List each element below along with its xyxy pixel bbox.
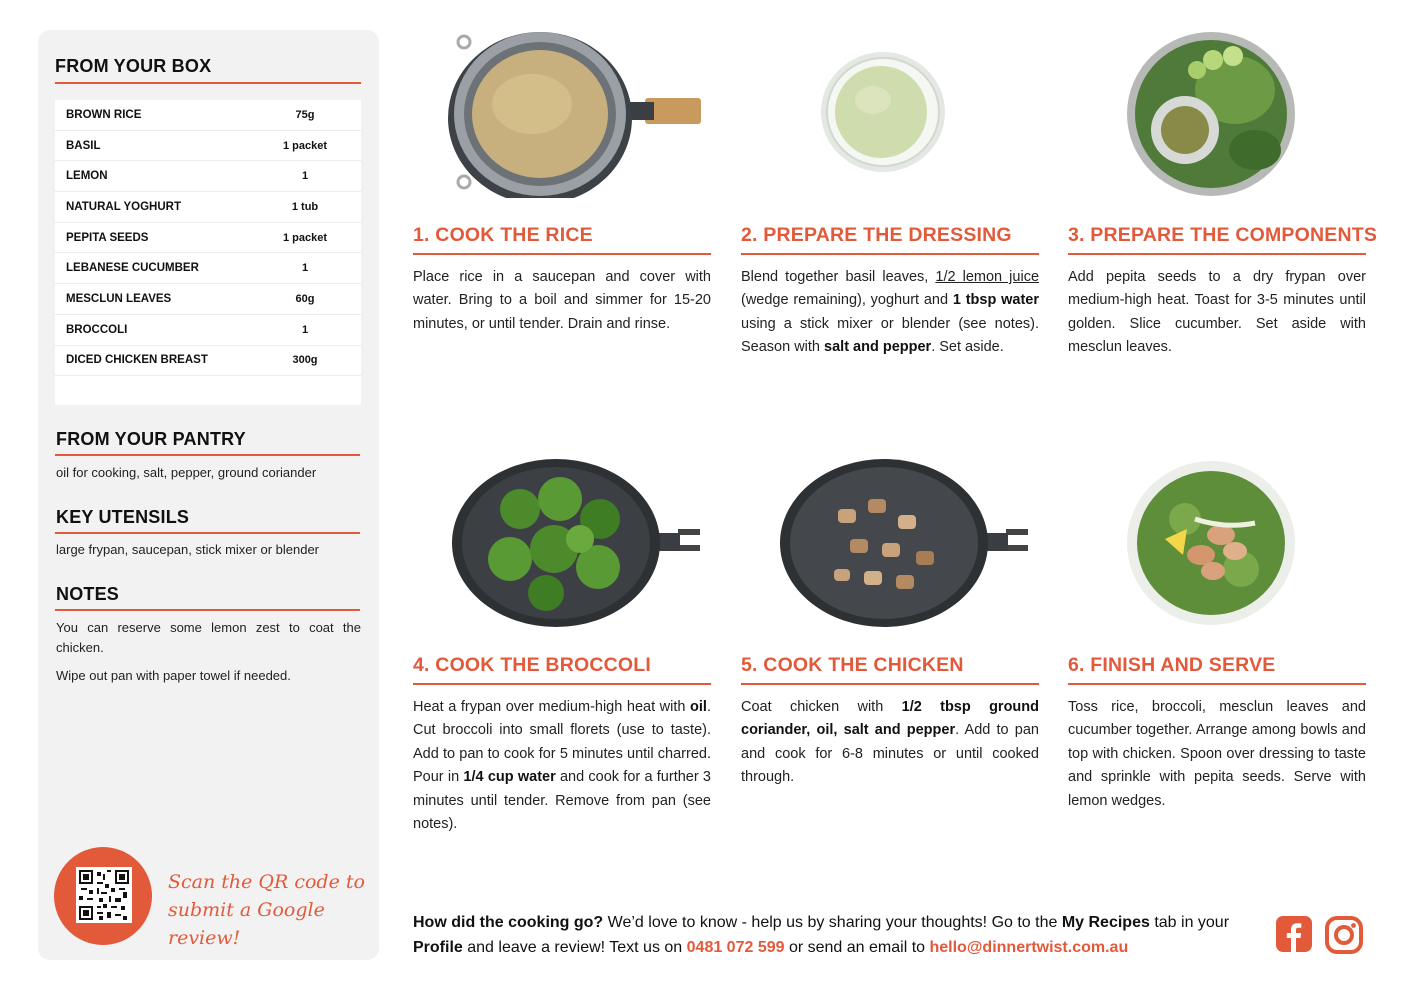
from-your-pantry-title: FROM YOUR PANTRY [56, 429, 246, 449]
ingredient-quantity: 1 packet [282, 139, 328, 152]
ingredient-name: NATURAL YOGHURT [66, 200, 181, 213]
section-divider [55, 532, 360, 534]
instruction-text: . Cut broccoli into small florets (use to taste). Add to pan to cook for 5 minutes until charred. Pour in [413, 699, 711, 786]
step-title: 1. COOK THE RICE [413, 224, 593, 246]
step-divider [1068, 683, 1366, 685]
note-1: You can reserve some lemon zest to coat the chicken. [56, 620, 361, 655]
footer-text-segment: Profile [413, 939, 463, 956]
bold-ingredient: salt and pepper [824, 339, 932, 356]
ingredient-quantity: 60g [295, 292, 315, 305]
instruction-text: Place rice in a saucepan and cover with water. Bring to a boil and simmer for 15-20 minutes, or until tender. Drain and rinse. [413, 269, 711, 332]
footer-text-segment: or send an email to [784, 939, 930, 956]
from-your-box-title: FROM YOUR BOX [55, 56, 212, 76]
step-instructions [1068, 266, 1366, 360]
step-title: 2. PREPARE THE DRESSING [741, 224, 1012, 246]
ingredient-quantity: 1 [301, 170, 309, 183]
ingredient-name: LEBANESE CUCUMBER [66, 262, 199, 275]
step-divider [1068, 253, 1366, 255]
ingredient-quantity: 1 tub [291, 200, 319, 213]
underlined-text: 1/2 lemon juice [935, 269, 1040, 285]
footer-text-segment: tab in your [1149, 914, 1230, 931]
instruction-text: (wedge remaining), yoghurt and [741, 292, 953, 309]
step-divider [741, 683, 1039, 685]
step-title: 3. PREPARE THE COMPONENTS [1068, 224, 1378, 246]
step-title: 5. COOK THE CHICKEN [741, 654, 964, 676]
step-title: 4. COOK THE BROCCOLI [413, 654, 652, 676]
ingredient-quantity: 1 packet [282, 231, 328, 244]
section-divider [55, 609, 360, 611]
ingredient-row [55, 253, 361, 284]
phone-link[interactable]: 0481 072 599 [686, 939, 785, 956]
step-divider [413, 683, 711, 685]
facebook-icon[interactable] [1276, 916, 1314, 954]
bold-ingredient: 1/2 tbsp ground coriander, oil, salt and pepper [741, 699, 1040, 739]
ingredients-table [55, 100, 361, 405]
section-divider [55, 82, 361, 84]
notes-title: NOTES [56, 584, 120, 604]
pantry-text: oil for cooking, salt, pepper, ground coriander [56, 465, 317, 480]
ingredient-name: DICED CHICKEN BREAST [66, 354, 208, 367]
section-divider [55, 454, 360, 456]
instruction-text: Toss rice, broccoli, mesclun leaves and cucumber together. Arrange among bowls and top with chicken. Spoon over dressing to taste and sprinkle with pepita seeds. Serve with lemon wedges. [1068, 699, 1366, 809]
instruction-text: Add pepita seeds to a dry frypan over medium-high heat. Toast for 3-5 minutes until golden. Slice cucumber. Set aside with mesclun leaves. [1068, 269, 1366, 356]
bold-ingredient: 1/4 cup water [463, 769, 556, 786]
bold-ingredient: 1 tbsp water [952, 292, 1039, 309]
step-instructions [741, 266, 1039, 360]
step-title: 6. FINISH AND SERVE [1068, 654, 1276, 676]
finished-salad-image [1125, 459, 1297, 627]
ingredient-row [55, 100, 361, 131]
step-divider [741, 253, 1039, 255]
ingredient-name: MESCLUN LEAVES [66, 292, 172, 305]
qr-tagline [168, 868, 368, 952]
footer-text-segment: How did the cooking go? [413, 914, 604, 931]
ingredient-quantity: 75g [295, 108, 315, 121]
rice-strainer-image [440, 30, 702, 198]
dressing-bowl-image [818, 50, 948, 174]
instruction-text: Heat a frypan over medium-high heat with [413, 699, 691, 715]
sidebar-panel [38, 30, 379, 960]
ingredient-name: BROWN RICE [66, 108, 142, 121]
qr-code[interactable] [76, 867, 132, 923]
broccoli-frypan-image [450, 459, 702, 627]
ingredient-row [55, 346, 361, 377]
footer-text-segment: My Recipes [1061, 914, 1150, 931]
utensils-text: large frypan, saucepan, stick mixer or blender [56, 542, 320, 557]
bold-ingredient: oil [690, 699, 707, 715]
footer-text-segment: and leave a review! Text us on [462, 939, 687, 956]
chicken-frypan-image [778, 459, 1030, 627]
ingredient-name: BASIL [66, 139, 101, 152]
ingredient-name: BROCCOLI [66, 323, 128, 336]
ingredient-row [55, 192, 361, 223]
step-divider [413, 253, 711, 255]
instruction-text: Blend together basil leaves, [741, 269, 936, 285]
ingredient-row [55, 223, 361, 254]
ingredient-name: LEMON [66, 170, 108, 183]
footer-text-segment: We’d love to know - help us by sharing your thoughts! Go to the [603, 914, 1062, 931]
feedback-message [413, 910, 1263, 960]
ingredient-row [55, 315, 361, 346]
components-bowl-image [1125, 30, 1297, 198]
instruction-text: and cook for a further 3 minutes until tender. Remove from pan (see notes). [413, 769, 711, 833]
instagram-icon[interactable] [1325, 916, 1363, 954]
ingredient-quantity: 1 [301, 262, 309, 275]
ingredient-name: PEPITA SEEDS [66, 231, 149, 244]
instruction-text: Coat chicken with [741, 699, 902, 715]
qr-code-icon [79, 870, 129, 920]
note-2: Wipe out pan with paper towel if needed. [56, 668, 291, 683]
qr-tagline-line-2: submit a Google review! [168, 899, 325, 949]
ingredient-row [55, 131, 361, 162]
ingredient-row [55, 284, 361, 315]
ingredient-quantity: 1 [301, 323, 309, 336]
qr-code-badge[interactable] [54, 847, 152, 945]
step-instructions [413, 266, 711, 336]
qr-tagline-line-1: Scan the QR code to [168, 871, 365, 893]
ingredient-quantity: 300g [292, 354, 318, 367]
instruction-text: using a stick mixer or blender (see notes). Season with [741, 315, 1039, 356]
key-utensils-title: KEY UTENSILS [56, 507, 190, 527]
instruction-text: . Set aside. [931, 339, 1004, 356]
email-link[interactable]: hello@dinnertwist.com.au [929, 939, 1129, 956]
step-instructions [1068, 696, 1366, 813]
step-instructions [413, 696, 711, 836]
step-instructions [741, 696, 1039, 790]
instruction-text: . Add to pan and cook for 6-8 minutes or until cooked through. [741, 722, 1039, 786]
ingredient-row [55, 161, 361, 192]
